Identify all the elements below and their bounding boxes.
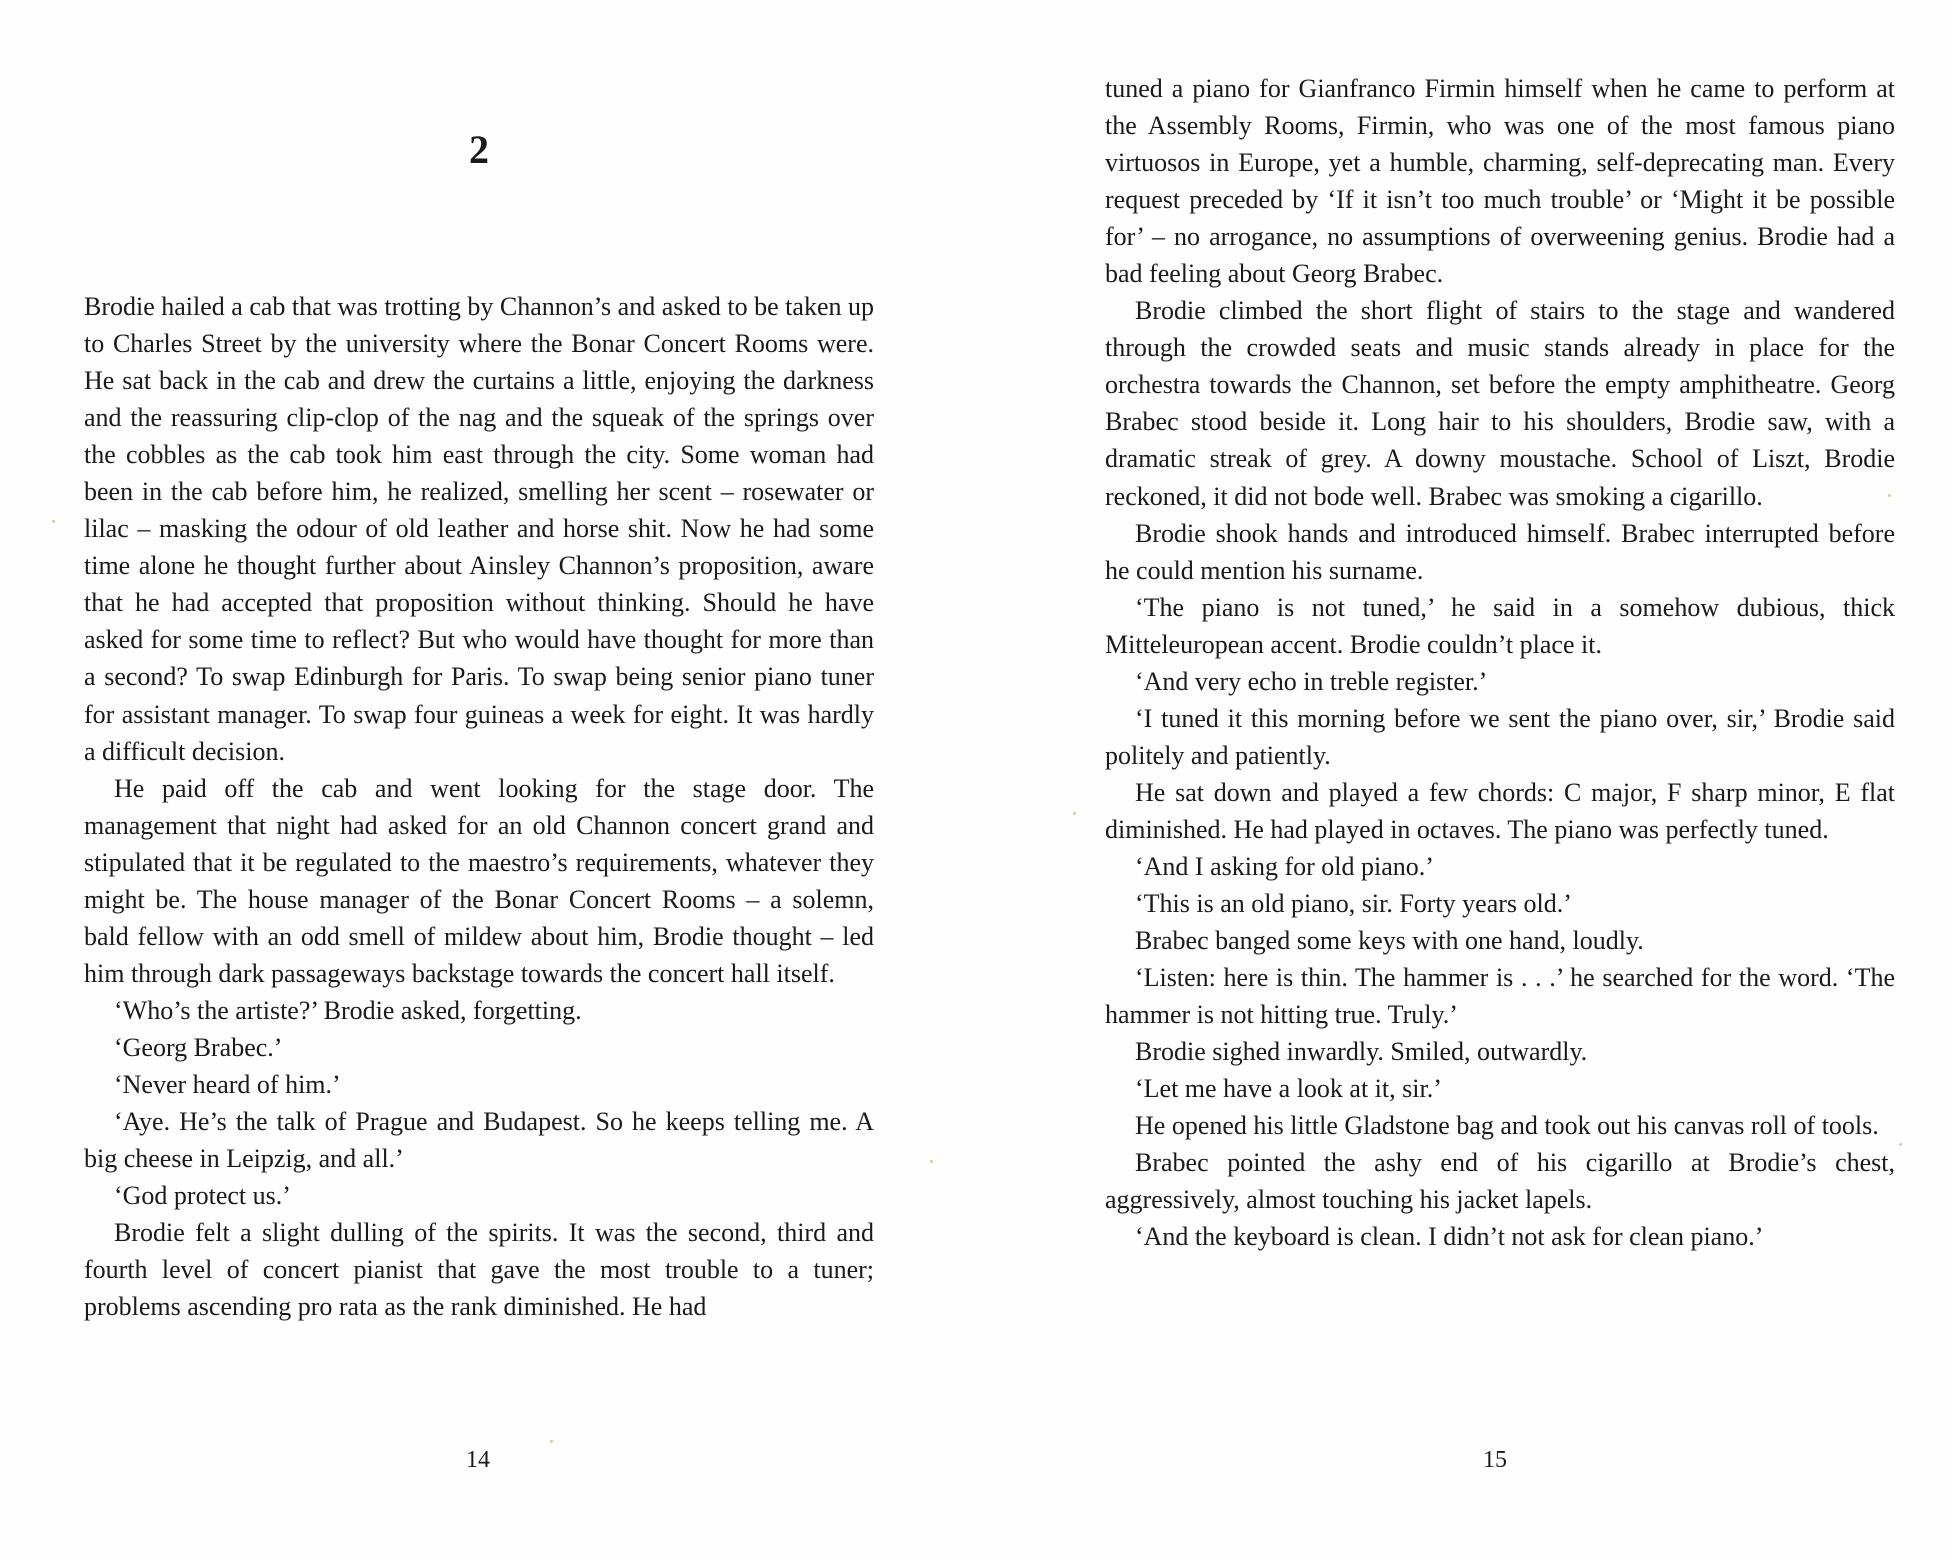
paragraph: ‘I tuned it this morning before we sent the piano over, sir,’ Brodie said politely and patiently.	[1105, 703, 1895, 770]
paragraph: Brabec pointed the ashy end of his cigarillo at Brodie’s chest, aggressively, almost touching his jacket lapels.	[1105, 1148, 1895, 1215]
paragraph: ‘Never heard of him.’	[114, 1069, 341, 1099]
paragraph: ‘The piano is not tuned,’ he said in a somehow dubious, thick Mitteleuropean accent. Brodie couldn’t place it.	[1105, 592, 1895, 659]
left-page-text	[84, 288, 874, 1325]
paragraph: Brodie hailed a cab that was trotting by Channon’s and asked to be taken up to Charles Street by the university where the Bonar Concert Rooms were. He sat back in the cab and drew the curtains a little, enjoying the darkness and the reassuring clip-clop of the nag and the squeak of the springs over the cobbles as the cab took him east through the city. Some woman had been in the cab before him, he realized, smelling her scent – rosewater or lilac – masking the odour of old leather and horse shit. Now he had some time alone he thought further about Ainsley Channon’s proposition, aware that he had accepted that proposition without thinking. Should he have asked for some time to reflect? But who would have thought for more than a second? To swap Edinburgh for Paris. To swap being senior piano tuner for assistant manager. To swap four guineas a week for eight. It was hardly a difficult decision.	[84, 292, 874, 766]
paragraph: ‘God protect us.’	[114, 1181, 291, 1211]
paragraph: ‘Listen: here is thin. The hammer is . . .’ he searched for the word. ‘The hammer is not hitting true. Truly.’	[1105, 963, 1895, 1030]
paragraph: He opened his little Gladstone bag and took out his canvas roll of tools.	[1135, 1111, 1879, 1141]
page-number: 14	[466, 1447, 490, 1473]
paragraph: Brodie sighed inwardly. Smiled, outwardly.	[1135, 1037, 1588, 1067]
paper-speck	[52, 520, 55, 523]
right-page-text	[1105, 70, 1895, 1256]
paragraph: He sat down and played a few chords: C major, F sharp minor, E flat diminished. He had played in octaves. The piano was perfectly tuned.	[1105, 777, 1895, 844]
paragraph: Brodie felt a slight dulling of the spirits. It was the second, third and fourth level of concert pianist that gave the most trouble to a tuner; problems ascending pro rata as the rank diminished. He had	[84, 1218, 874, 1322]
paragraph: Brodie climbed the short flight of stairs to the stage and wandered through the crowded seats and music stands already in place for the orchestra towards the Channon, set before the empty amphitheatre. Georg Brabec stood beside it. Long hair to his shoulders, Brodie saw, with a dramatic streak of grey. A downy moustache. School of Liszt, Brodie reckoned, it did not bode well. Brabec was smoking a cigarillo.	[1105, 296, 1895, 511]
paragraph: ‘Georg Brabec.’	[114, 1032, 283, 1062]
chapter-number: 2	[469, 127, 489, 172]
paper-speck	[1888, 494, 1891, 497]
paper-speck	[930, 1160, 933, 1163]
paragraph: ‘And very echo in treble register.’	[1135, 666, 1488, 696]
paragraph: Brodie shook hands and introduced himself. Brabec interrupted before he could mention his surname.	[1105, 518, 1895, 585]
paragraph: ‘This is an old piano, sir. Forty years old.’	[1135, 889, 1572, 919]
paragraph: ‘Let me have a look at it, sir.’	[1135, 1074, 1442, 1104]
paper-speck	[550, 1440, 553, 1443]
paragraph: ‘And the keyboard is clean. I didn’t not ask for clean piano.’	[1135, 1222, 1764, 1252]
paragraph: He paid off the cab and went looking for the stage door. The management that night had asked for an old Channon concert grand and stipulated that it be regulated to the maestro’s requirements, whatever they might be. The house manager of the Bonar Concert Rooms – a solemn, bald fellow with an odd smell of mildew about him, Brodie thought – led him through dark passageways backstage towards the concert hall itself.	[84, 773, 874, 988]
paragraph: Brabec banged some keys with one hand, loudly.	[1135, 926, 1644, 956]
paragraph: ‘Aye. He’s the talk of Prague and Budapest. So he keeps telling me. A big cheese in Leipzig, and all.’	[84, 1107, 874, 1174]
paper-speck	[1073, 812, 1076, 815]
paragraph: ‘Who’s the artiste?’ Brodie asked, forgetting.	[114, 995, 582, 1025]
paper-speck	[1899, 1143, 1902, 1146]
page-number: 15	[1483, 1447, 1507, 1473]
paragraph: tuned a piano for Gianfranco Firmin himself when he came to perform at the Assembly Rooms, Firmin, who was one of the most famous piano virtuosos in Europe, yet a humble, charming, self-deprecating man. Every request preceded by ‘If it isn’t too much trouble’ or ‘Might it be possible for’ – no arrogance, no assumptions of overweening genius. Brodie had a bad feeling about Georg Brabec.	[1105, 74, 1895, 289]
paragraph: ‘And I asking for old piano.’	[1135, 851, 1434, 881]
